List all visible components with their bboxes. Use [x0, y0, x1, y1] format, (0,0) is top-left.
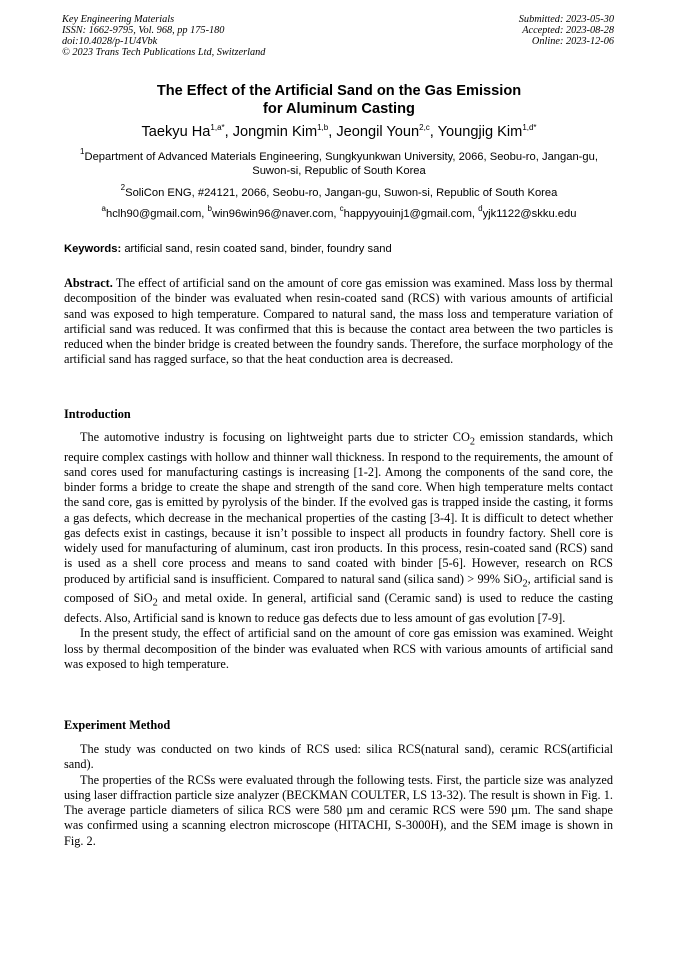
- email-mark: c: [339, 204, 344, 213]
- issn-line: ISSN: 1662-9795, Vol. 968, pp 175-180: [62, 25, 225, 36]
- affiliation-mark: 2: [120, 183, 126, 192]
- affiliation-text: SoliCon ENG, #24121, 2066, Seobu-ro, Jangan-gu, Suwon-si, Republic of South Korea: [125, 187, 558, 199]
- doi-line: doi:10.4028/p-1U4Vbk: [62, 36, 158, 47]
- abstract-text: The effect of artificial sand on the amount of core gas emission was examined. Mass loss by thermal decomposition of the binder was evaluated when resin-coated sand (RCS) with various amounts of artificial sand was exposed to high temperature. Compared to natural sand, the mass loss and temperature variation of artificial sand was reduced. It was confirmed that this is because the contact area between the two particles is reduced when the binder bridge is created between the foundry sands. Therefore, the surface morphology of the artificial sand has ragged surface, so that the heat conduction area is decreased.: [64, 276, 613, 367]
- experiment-paragraph-2: The properties of the RCSs were evaluated through the following tests. First, the particle size was analyzed using laser diffraction particle size analyzer (BECKMAN COULTER, LS 13-32). The result is shown in Fig. 1. The average particle diameters of silica RCS were 580 µm and ceramic RCS were 590 µm. The sand shape was confirmed using a scanning electron microscope (HITACHI, S-3000H), and the SEM image is shown in Fig. 2.: [64, 772, 613, 848]
- author-name: Youngjig Kim: [437, 124, 523, 140]
- subscript: 2: [469, 436, 476, 448]
- affiliation-text: Department of Advanced Materials Engineering, Sungkyunkwan University, 2066, Seobu-ro, Jangan-gu, Suwon-si, Republic of South Korea: [84, 151, 598, 177]
- abstract-label: Abstract.: [64, 276, 113, 290]
- intro-text-part: and metal oxide. In general, artificial sand (Ceramic sand) is used to reduce the casting defects. Also, Artificial sand is known to reduce gas defects due to less amount of gas evolution [7-9].: [64, 591, 613, 626]
- online-date: Online: 2023-12-06: [531, 36, 614, 47]
- experiment-body: [64, 742, 613, 849]
- abstract: [64, 276, 613, 368]
- author-list: Taekyu $Ha^{1,a*}$, Jongmin Kim$^{1,b}$, Jeongil Youn$^{2,c}$, Youngjig Kim$^{1,d*}$: [141, 123, 537, 140]
- experiment-paragraph-1: The study was conducted on two kinds of RCS used: silica RCS(natural sand), ceramic RCS(artificial sand).: [64, 742, 613, 772]
- intro-text-part: The automotive industry is focusing on lightweight parts due to stricter CO: [80, 430, 470, 444]
- paper-title: [0, 82, 678, 118]
- email-address[interactable]: happyyouinj1@gmail.com: [343, 208, 472, 220]
- author-name: Jongmin Kim: [232, 124, 318, 140]
- author-affiliation-mark: 1,b: [317, 123, 329, 132]
- author-affiliation-mark: 1,d*: [522, 123, 537, 132]
- affiliation-mark: 1: [80, 147, 85, 156]
- keywords: [64, 242, 392, 256]
- email-mark: d: [478, 204, 483, 213]
- affiliation-1: [62, 147, 616, 178]
- email-mark: a: [101, 204, 106, 213]
- title-line-2: for Aluminum Casting: [263, 101, 415, 117]
- submitted-date: Submitted: 2023-05-30: [518, 14, 614, 25]
- email-address[interactable]: hclh90@gmail.com: [105, 208, 202, 220]
- email-address[interactable]: yjk1122@skku.edu: [482, 208, 577, 220]
- author-affiliation-mark: 2,c: [419, 123, 430, 132]
- abstract-paragraph: [64, 276, 613, 368]
- author-affiliation-mark: 1,a*: [210, 123, 225, 132]
- email-address[interactable]: win96win96@naver.com: [211, 208, 334, 220]
- author-name: Taekyu Ha: [141, 124, 211, 140]
- publication-info: [62, 14, 265, 58]
- intro-paragraph-2: In the present study, the effect of artificial sand on the amount of core gas emission was examined. Weight loss by thermal decomposition of the binder was evaluated when RCS with various amounts of artificial sand was exposed to high temperature.: [64, 626, 613, 671]
- author-emails: $^a$hclh90@gmail.com, $^b$win96win96@naver.com, $^c$happyyouinj1@gmail.com, $^d$yjk1122@skku.edu: [101, 204, 577, 220]
- email-mark: b: [207, 204, 212, 213]
- experiment-heading: Experiment Method: [64, 718, 171, 732]
- keywords-label: Keywords:: [64, 243, 122, 255]
- publication-dates: [519, 14, 614, 47]
- affiliation-2: [62, 183, 616, 200]
- subscript: 2: [152, 597, 158, 609]
- author-name: Jeongil Youn: [336, 124, 420, 140]
- journal-name: Key Engineering Materials: [62, 14, 175, 25]
- keywords-text: artificial sand, resin coated sand, binder, foundry sand: [124, 243, 392, 255]
- introduction-heading: Introduction: [64, 407, 131, 421]
- intro-text-part: emission standards, which require complex castings with hollow and thinner wall thickness. In respond to the requirements, the amount of sand cores used for manufacturing castings is increasing [1-2]. Among the components of the sand core, the binder forms a bridge to create the shape and strength of the sand core. When high temperature melts contact the sand core, gas is emitted by pyrolysis of the binder. If the evolved gas is trapped inside the casting, it forms a gas defects, which decrease in the mechanical properties of the casting [3-4]. It is difficult to detect whether gas defects exist in castings, because it isn’t possible to inspect all products in foundry factory. Shell core is widely used for manufacturing of aluminum, cast iron products. In this process, resin-coated sand (RCS) sand is used as a shell core process and means to sand coated with binder [5-6]. However, research on RCS produced by artificial sand is insufficient. Compared to natural sand (silica sand) > 99% SiO: [64, 430, 613, 586]
- intro-paragraph-1: [64, 430, 613, 626]
- introduction-body: [64, 430, 613, 672]
- subscript: 2: [522, 578, 528, 590]
- accepted-date: Accepted: 2023-08-28: [522, 25, 614, 36]
- title-line-1: The Effect of the Artificial Sand on the Gas Emission: [156, 83, 522, 99]
- copyright-line: © 2023 Trans Tech Publications Ltd, Switzerland: [62, 47, 266, 58]
- intro-text-part: , artificial sand is composed of SiO: [64, 571, 614, 606]
